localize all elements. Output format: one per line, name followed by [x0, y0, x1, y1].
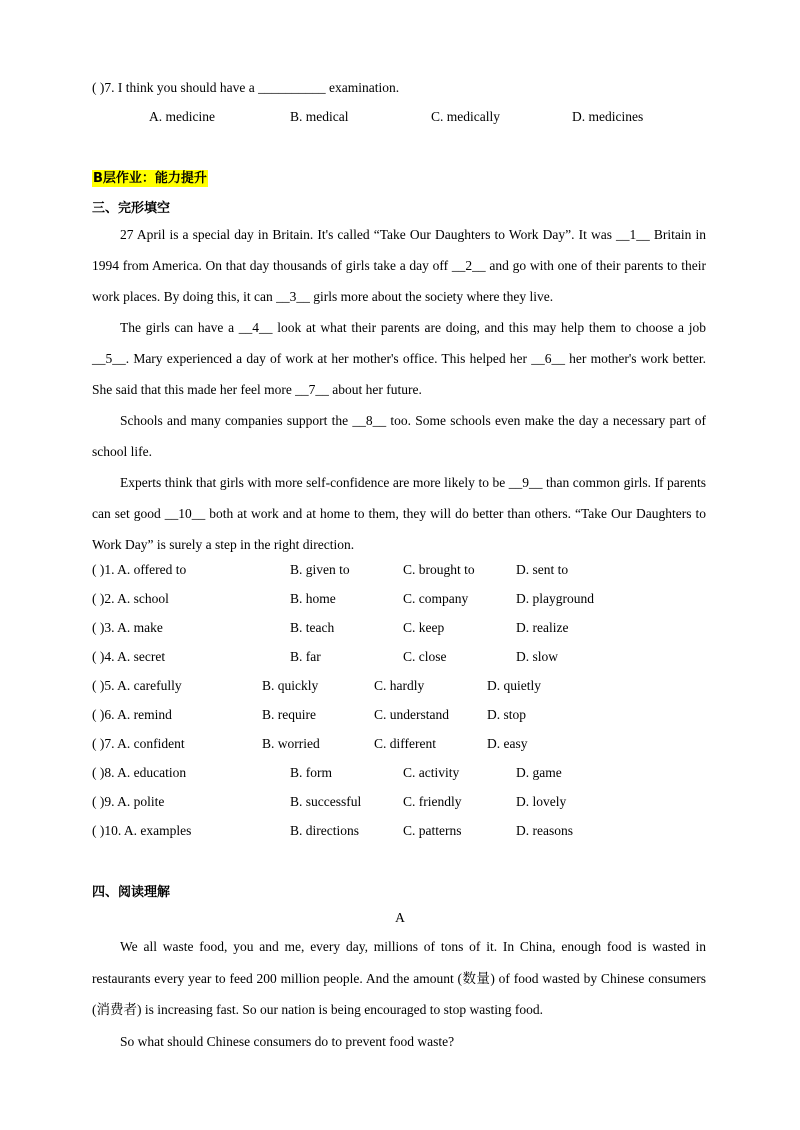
cloze-paragraph: Experts think that girls with more self-confidence are more likely to be __9__ than common girls. If parents can set good __10__ both at work and at home to them, they will do better than others. “Take Our Daughters to Work Day” is surely a step in the right direction. — [92, 475, 706, 552]
reading-heading: 四、阅读理解 — [92, 885, 171, 900]
passage-label: A — [395, 910, 405, 925]
cloze-heading: 三、完形填空 — [92, 201, 171, 216]
question-7-option-b: B. medical — [290, 109, 349, 124]
cloze-paragraph: The girls can have a __4__ look at what their parents are doing, and this may help them to choose a job __5__. Mary experienced a day of work at her mother's office. This helped her __6__ her mother's work better. She said that this made her feel more __7__ about her future. — [92, 320, 706, 397]
question-7-option-a: A. medicine — [149, 109, 215, 124]
question-7-option-c: C. medically — [431, 109, 500, 124]
cloze-passage — [92, 219, 706, 560]
question-7-stem: ( )7. I think you should have a __________ examination. — [92, 80, 400, 95]
reading-passage — [92, 931, 706, 1057]
worksheet-page: ( )7. I think you should have a __________ examination. A. medicine B. medical C. medically D. medicines B层作业：能力提升 三、完形填空 27 April is a special day in Britain. It's called “Take Our Daughters to Work Day”. It was __1__ Britain in 1994 from America. On that day thousands of girls take a day off __2__ and go with one of their parents to their work places. By doing this, it can __3__ girls more about the society where they live. The girls can have a __4__ look at what their parents are doing, and this may help them to choose a job __5__. Mary experienced a day of work at her mother's office. This helped her __6__ her mother's work better. She said that this made her feel more __7__ about her future. Schools and many companies support the __8__ too. Some schools even make the day a necessary part of school life. Experts think that girls with more self-confidence are more likely to be __9__ than common girls. If parents can set good __10__ both at work and at home to them, they will do better than others. “Take Our Daughters to Work Day” is surely a step in the right direction. ( )1. A. offered to B. given to C. brought to D. sent to ( )2. A. school B. home C. company D. playground ( )3. A. make B. teach C. keep D. realize ( )4. A. secret B. far C. close D. slow ( )5. A. carefully B. quickly C. hardly D. quietly ( )6. A. remind B. require C. understand D. stop ( )7. A. confident B. worried C. different D. easy ( )8. A. education B. form C. activity D. game ( )9. A. polite B. successful C. friendly D. lovely ( )10. A. examples B. directions C. patterns D. reasons 四、阅读理解 A We all waste food, you and me, every day, millions of tons of it. In China, enough food is wasted in restaurants every year to feed 200 million people. And the amount (数量) of food wasted by Chinese consumers (消费者) is increasing fast. So our nation is being encouraged to stop wasting food. So what should Chinese consumers do to prevent food waste? — [0, 0, 800, 1130]
reading-paragraph: So what should Chinese consumers do to prevent food waste? — [120, 1033, 455, 1049]
reading-paragraph: We all waste food, you and me, every day, millions of tons of it. In China, enough food is wasted in restaurants every year to feed 200 million people. And the amount (数量) of food wasted by Chinese consumers (消费者) is increasing fast. So our nation is being encouraged to stop wasting food. — [92, 939, 706, 1017]
cloze-paragraph: 27 April is a special day in Britain. It's called “Take Our Daughters to Work Day”. It was __1__ Britain in 1994 from America. On that day thousands of girls take a day off __2__ and go with one of their parents to their work places. By doing this, it can __3__ girls more about the society where they live. — [92, 227, 706, 304]
section-b-label: B层作业：能力提升 — [93, 171, 207, 186]
question-7-option-d: D. medicines — [572, 109, 644, 124]
cloze-paragraph: Schools and many companies support the __8__ too. Some schools even make the day a necessary part of school life. — [92, 413, 706, 459]
